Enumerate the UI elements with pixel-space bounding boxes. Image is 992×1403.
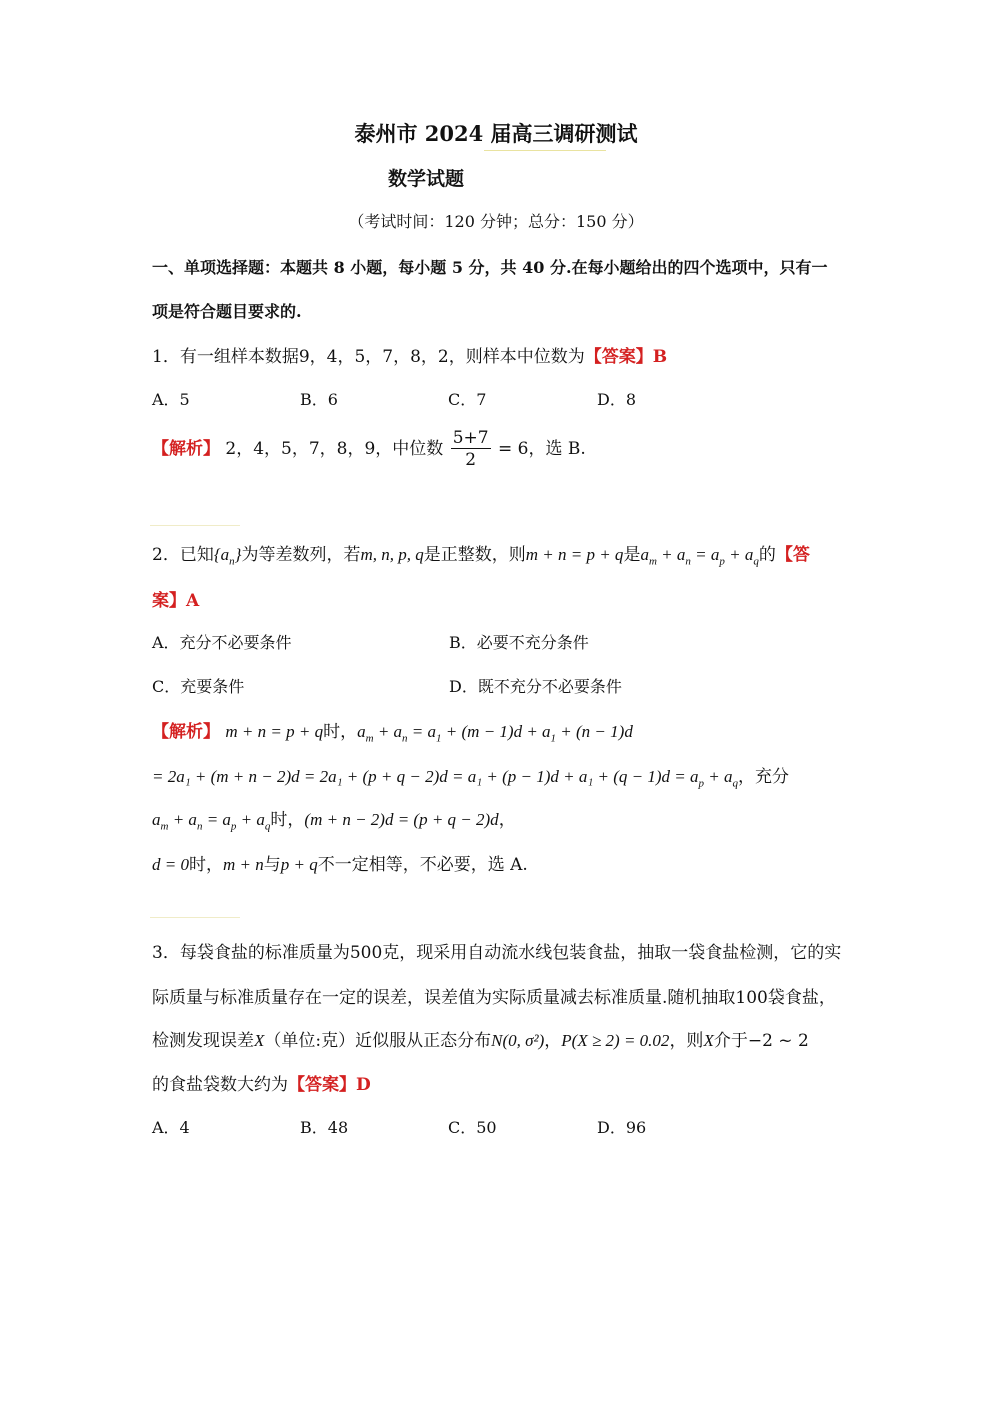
q1-fraction-numerator: 5+7 (452, 428, 489, 448)
q2-answer: A (186, 591, 200, 611)
q1-analysis-pre: 2，4，5，7，8，9，中位数 (225, 439, 444, 459)
q3-option-b: B．48 (300, 1118, 349, 1137)
q1-stem-line (152, 342, 667, 367)
q2-stem-a: 2．已知 (152, 545, 214, 565)
q2-option-c: C．充要条件 (152, 677, 245, 696)
q2-option-d: D．既不充分不必要条件 (449, 677, 622, 696)
q3-line2: 际质量与标准质量存在一定的误差，误差值为实际质量减去标准质量.随机抽取100袋食盐， (152, 988, 836, 1008)
q2-an4-d: d = 0 (152, 855, 189, 874)
q2-analysis-line2: = $2a_1 + (m + n - 2)d = 2a_1 + (p + q - 2)d = a_1 + (p - 1)d + a_1 + (q - 1)d = a_p + a_q$，充分 (152, 767, 790, 790)
q3-line3: 检测发现误差X（单位:克）近似服从正态分布N(0, σ²)，P(X ≥ 2) = 0.02，则X介于−2 ~ 2 (152, 1031, 809, 1051)
q2-an2-expr: = $2a_1 + (m + n - 2)d = 2a_1 + (p + q - 2)d = a_1 + (p - 1)d + a_1 + (q - 1)d = a_p + a_q$ (152, 767, 739, 790)
q2-analysis-line1: 【解析】 m + n = p + q时，$a_m + a_n = a_1 + (m - 1)d + a_1 + (n - 1)d$ (152, 722, 633, 745)
q2-vars: m, n, p, q (360, 545, 424, 564)
q1-option-b: B．6 (300, 390, 338, 409)
q2-option-a: A．充分不必要条件 (152, 633, 292, 652)
q2-answer-tail: 案】 (152, 591, 186, 611)
q1-option-c: C．7 (448, 390, 487, 409)
q3-line4: 的食盐袋数大约为【答案】D (152, 1075, 371, 1095)
q1-analysis (152, 428, 586, 471)
q3-normal-dist: N(0, σ²) (491, 1031, 545, 1050)
exam-info: （考试时间：120 分钟；总分：150 分） (348, 212, 644, 231)
separator-line (150, 917, 240, 918)
q2-an1-expr: $a_m + a_n = a_1 + (m - 1)d + a_1 + (n - 1)d$ (357, 722, 633, 745)
q3-answer-tag: 【答案】 (288, 1075, 356, 1095)
q3-option-c: C．50 (448, 1118, 497, 1137)
title-underline (484, 150, 606, 151)
q1-option-a: A．5 (152, 390, 190, 409)
section-heading-line2: 项是符合题目要求的. (152, 302, 302, 321)
q2-an3-expr: (m + n − 2)d = (p + q − 2)d (304, 810, 499, 829)
q2-answer-line (152, 586, 199, 611)
q3-probability: P(X ≥ 2) = 0.02 (561, 1031, 670, 1050)
q2-analysis-tag: 【解析】 (152, 722, 220, 742)
q2-an3-lhs: $a_m + a_n = a_p + a_q$ (152, 810, 271, 833)
q1-analysis-post: = 6，选 B. (498, 439, 586, 459)
q2-stem-c: 是正整数，则 (423, 545, 526, 565)
q2-option-b: B．必要不充分条件 (449, 633, 589, 652)
document-title: 泰州市 2024 届高三调研测试 (354, 121, 638, 146)
q1-fraction-denominator: 2 (465, 450, 477, 470)
q2-analysis-line4: d = 0时，m + n与p + q不一定相等，不必要，选 A. (152, 855, 528, 875)
q1-stem: 1．有一组样本数据9，4，5，7，8，2，则样本中位数为 (152, 347, 585, 367)
document-subtitle: 数学试题 (388, 168, 465, 190)
q1-analysis-tag: 【解析】 (152, 439, 220, 459)
q3-option-a: A．4 (152, 1118, 190, 1137)
q3-option-d: D．96 (597, 1118, 647, 1137)
q2-analysis-line3: $a_m + a_n = a_p + a_q$时，(m + n − 2)d = (p + q − 2)d， (152, 810, 516, 833)
q1-answer: B (652, 347, 668, 367)
q2-an1-cond: m + n = p + q (225, 722, 324, 741)
section-heading-line1: 一、单项选择题：本题共 8 小题，每小题 5 分，共 40 分.在每小题给出的四个选项中，只有一 (152, 258, 828, 277)
q2-stem-e: 的 (758, 545, 776, 565)
q2-stem-line (152, 540, 810, 567)
q2-condition: m + n = p + q (525, 545, 624, 564)
q2-stem-b: 为等差数列，若 (241, 545, 361, 565)
q2-stem-d: 是 (623, 545, 641, 565)
q2-conclusion: $a_m + a_n = a_p + a_q$ (640, 545, 759, 568)
q3-line1: 3．每袋食盐的标准质量为500克，现采用自动流水线包装食盐，抽取一袋食盐检测，它的实 (152, 943, 842, 963)
q2-seq: $\{a_n\}$ (213, 545, 242, 568)
q3-answer: D (356, 1075, 371, 1095)
separator-line (150, 525, 240, 526)
q1-option-d: D．8 (597, 390, 637, 409)
q1-answer-tag: 【答案】 (584, 347, 653, 367)
q1-median-fraction (451, 428, 491, 471)
q2-answer-head: 【答 (775, 545, 810, 565)
